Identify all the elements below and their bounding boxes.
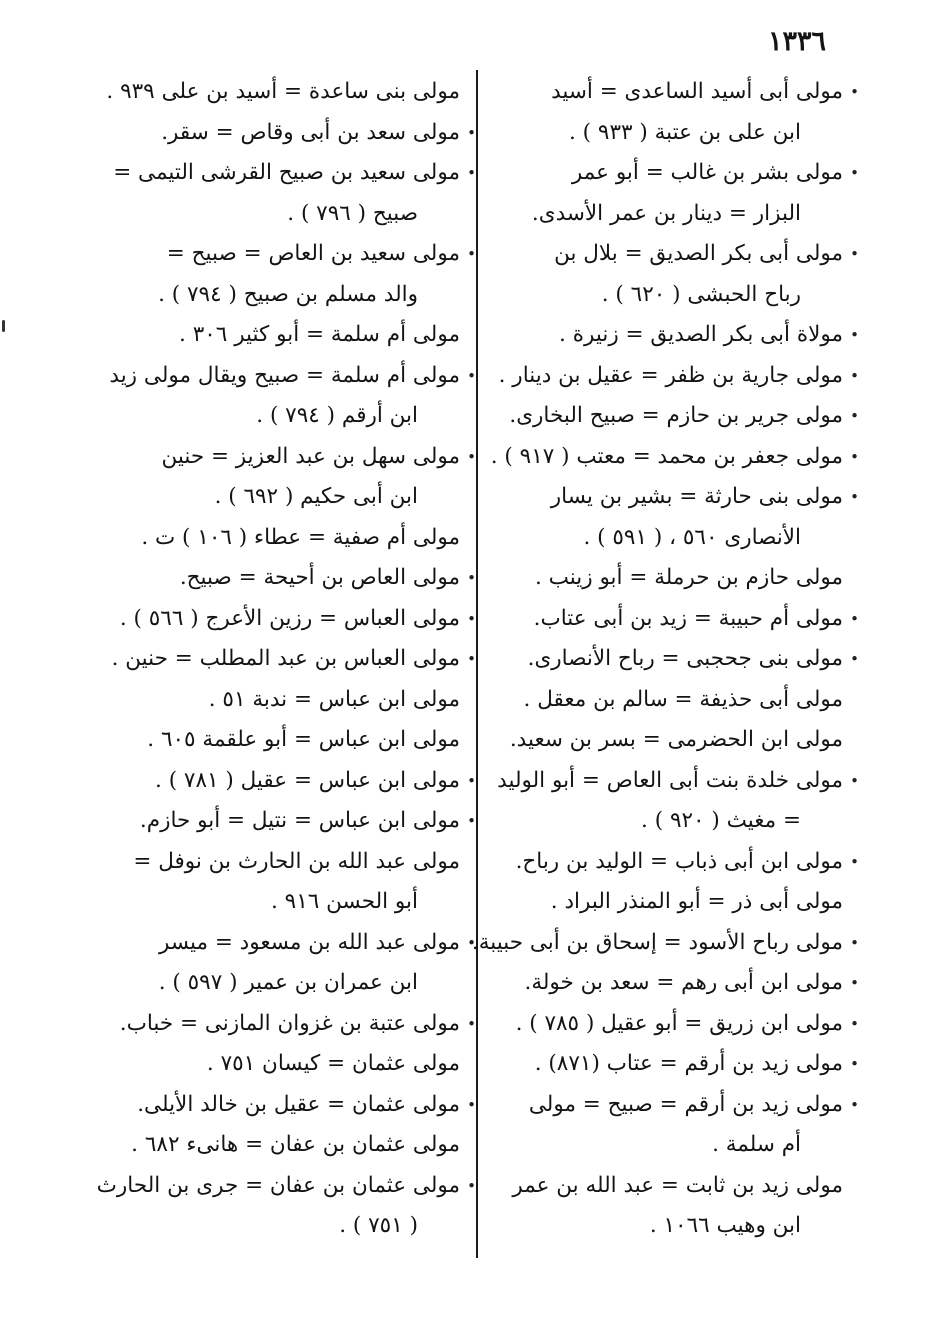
index-entry xyxy=(96,1166,460,1247)
index-entry xyxy=(100,801,460,842)
entry-line: مولى أبى حذيفة = سالم بن معقل . xyxy=(523,686,843,712)
index-entry xyxy=(100,639,460,680)
entry-line: • مولى عتبة بن غزوان المازنى = خباب. xyxy=(100,1004,460,1045)
entry-line: • مولى أم سلمة = صبيح ويقال مولى زيد xyxy=(100,356,460,397)
column-divider xyxy=(476,70,478,1258)
entry-line: • مولى بنى حارثة = بشير بن يسار xyxy=(483,477,843,518)
index-entry xyxy=(483,477,843,558)
entry-line: • مولى أم حبيبة = زيد بن أبى عتاب. xyxy=(483,599,843,640)
index-entry xyxy=(483,558,843,599)
index-entry xyxy=(483,1085,843,1166)
entry-continuation-line: أم سلمة . xyxy=(712,1132,801,1157)
entry-continuation-line: ابن أرقم ( ٧٩٤ ) . xyxy=(256,403,418,428)
index-entry xyxy=(483,1044,843,1085)
entry-line: مولى أم سلمة = أبو كثير ٣٠٦ . xyxy=(179,322,460,347)
index-entry xyxy=(483,720,843,761)
right-column xyxy=(471,72,843,1247)
index-entry xyxy=(100,1085,460,1126)
entry-line: • مولى جرير بن حازم = صبيح البخارى. xyxy=(483,396,843,437)
index-entry xyxy=(100,153,460,234)
entry-line: • مولى زيد بن أرقم = صبيح = مولى xyxy=(483,1085,843,1126)
entry-line: مولى ابن عباس = أبو علقمة ٦٠٥ . xyxy=(147,727,460,752)
entry-continuation-line: ( ٧٥١ ) . xyxy=(339,1213,418,1238)
entry-line: • مولاة أبى بكر الصديق = زنيرة . xyxy=(483,315,843,356)
index-entry xyxy=(100,1044,460,1085)
left-column xyxy=(96,72,460,1247)
index-entry xyxy=(100,680,460,721)
entry-line: • مولى بشر بن غالب = أبو عمر xyxy=(483,153,843,194)
index-entry xyxy=(100,1125,460,1166)
entry-line: • مولى العباس بن عبد المطلب = حنين . xyxy=(100,639,460,680)
index-entry xyxy=(100,72,460,113)
entry-line: • مولى جعفر بن محمد = معتب ( ٩١٧ ) . xyxy=(483,437,843,478)
index-entry xyxy=(483,599,843,640)
entry-line: • مولى جارية بن ظفر = عقيل بن دينار . xyxy=(483,356,843,397)
entry-line: مولى ابن عباس = ندبة ٥١ . xyxy=(208,686,460,712)
entry-continuation-line: رباح الحبشى ( ٦٢٠ ) . xyxy=(601,281,801,307)
index-entry xyxy=(100,518,460,559)
entry-line: • مولى عثمان = عقيل بن خالد الأيلى. xyxy=(100,1085,460,1126)
entry-line: مولى بنى ساعدة = أسيد بن على ٩٣٩ . xyxy=(106,79,460,104)
entry-line: • مولى سعيد بن صبيح القرشى التيمى = xyxy=(100,153,460,194)
entry-line: • مولى ابن عباس = نتيل = أبو حازم. xyxy=(100,801,460,842)
entry-line: • مولى ابن أبى ذباب = الوليد بن رباح. xyxy=(483,842,843,883)
entry-line: • مولى ابن أبى رهم = سعد بن خولة. xyxy=(483,963,843,1004)
index-entry xyxy=(483,153,843,234)
entry-line: مولى أم صفية = عطاء ( ١٠٦ ) ت . xyxy=(141,524,460,550)
index-entry xyxy=(483,842,843,883)
entry-line: • مولى أبى أسيد الساعدى = أسيد xyxy=(483,72,843,113)
entry-line: • مولى خلدة بنت أبى العاص = أبو الوليد xyxy=(483,761,843,802)
index-entry xyxy=(483,963,843,1004)
entry-line: مولى حازم بن حرملة = أبو زينب . xyxy=(534,565,843,590)
index-entry xyxy=(100,234,460,315)
index-entry xyxy=(100,761,460,802)
index-entry xyxy=(100,842,460,923)
entry-continuation-line: ابن وهيب ١٠٦٦ . xyxy=(649,1213,801,1238)
entry-continuation-line: أبو الحسن ٩١٦ . xyxy=(270,889,418,914)
entry-line: • مولى سعد بن أبى وقاص = سقر. xyxy=(100,113,460,154)
entry-line: • مولى أبى بكر الصديق = بلال بن xyxy=(483,234,843,275)
index-entry xyxy=(483,315,843,356)
entry-line: • مولى العباس = رزين الأعرج ( ٥٦٦ ) . xyxy=(100,599,460,640)
entry-line: • مولى ابن عباس = عقيل ( ٧٨١ ) . xyxy=(100,761,460,802)
entry-line: • مولى ابن زريق = أبو عقيل ( ٧٨٥ ) . xyxy=(483,1004,843,1045)
index-entry xyxy=(483,356,843,397)
entry-line: مولى ابن الحضرمى = بسر بن سعيد. xyxy=(509,727,843,752)
index-entry xyxy=(100,720,460,761)
index-entry xyxy=(483,882,843,923)
entry-line: • مولى سهل بن عبد العزيز = حنين xyxy=(100,437,460,478)
index-entry xyxy=(483,72,843,153)
index-entry xyxy=(483,234,843,315)
index-entry xyxy=(471,923,843,964)
index-entry xyxy=(483,396,843,437)
entry-continuation-line: والد مسلم بن صبيح ( ٧٩٤ ) . xyxy=(158,281,418,307)
index-entry xyxy=(483,639,843,680)
index-entry xyxy=(100,1004,460,1045)
index-entry xyxy=(100,315,460,356)
entry-line: مولى عثمان = كيسان ٧٥١ . xyxy=(206,1051,460,1076)
scan-edge-mark xyxy=(2,320,5,332)
entry-line: مولى زيد بن ثابت = عبد الله بن عمر xyxy=(512,1172,843,1198)
entry-continuation-line: الأنصارى ٥٦٠ ، ( ٥٩١ ) . xyxy=(583,524,801,550)
index-entry xyxy=(100,923,460,1004)
entry-line: • مولى رباح الأسود = إسحاق بن أبى حبيبة. xyxy=(483,923,843,964)
index-entry xyxy=(483,680,843,721)
entry-continuation-line: = مغيث ( ٩٢٠ ) . xyxy=(641,808,801,833)
index-entry xyxy=(100,558,460,599)
index-entry xyxy=(100,356,460,437)
index-entry xyxy=(483,1004,843,1045)
index-entry xyxy=(100,437,460,518)
entry-continuation-line: ابن عمران بن عمير ( ٥٩٧ ) . xyxy=(158,970,418,995)
entry-line: • مولى عبد الله بن مسعود = ميسر xyxy=(100,923,460,964)
entry-line: • مولى زيد بن أرقم = عتاب (٨٧١) . xyxy=(483,1044,843,1085)
entry-line: • مولى العاص بن أحيحة = صبيح. xyxy=(100,558,460,599)
index-entry xyxy=(100,599,460,640)
entry-continuation-line: صبيح ( ٧٩٦ ) . xyxy=(287,200,418,226)
entry-line: مولى أبى ذر = أبو المنذر البراد . xyxy=(550,889,843,914)
entry-line: مولى عثمان بن عفان = هانىء ٦٨٢ . xyxy=(131,1132,460,1157)
entry-continuation-line: البزار = دينار بن عمر الأسدى. xyxy=(531,200,801,226)
index-entry xyxy=(483,437,843,478)
index-entry xyxy=(483,761,843,842)
entry-line: • مولى عثمان بن عفان = جرى بن الحارث xyxy=(100,1166,460,1207)
entry-continuation-line: ابن على بن عتبة ( ٩٣٣ ) . xyxy=(569,119,801,145)
index-entry xyxy=(483,1166,843,1247)
entry-line: مولى عبد الله بن الحارث بن نوفل = xyxy=(133,848,460,874)
index-entry xyxy=(100,113,460,154)
entry-line: • مولى سعيد بن العاص = صبيح = xyxy=(100,234,460,275)
entry-continuation-line: ابن أبى حكيم ( ٦٩٢ ) . xyxy=(214,484,418,509)
page-number: ١٣٣٦ xyxy=(768,26,827,57)
entry-line: • مولى بنى جحجبى = رباح الأنصارى. xyxy=(483,639,843,680)
